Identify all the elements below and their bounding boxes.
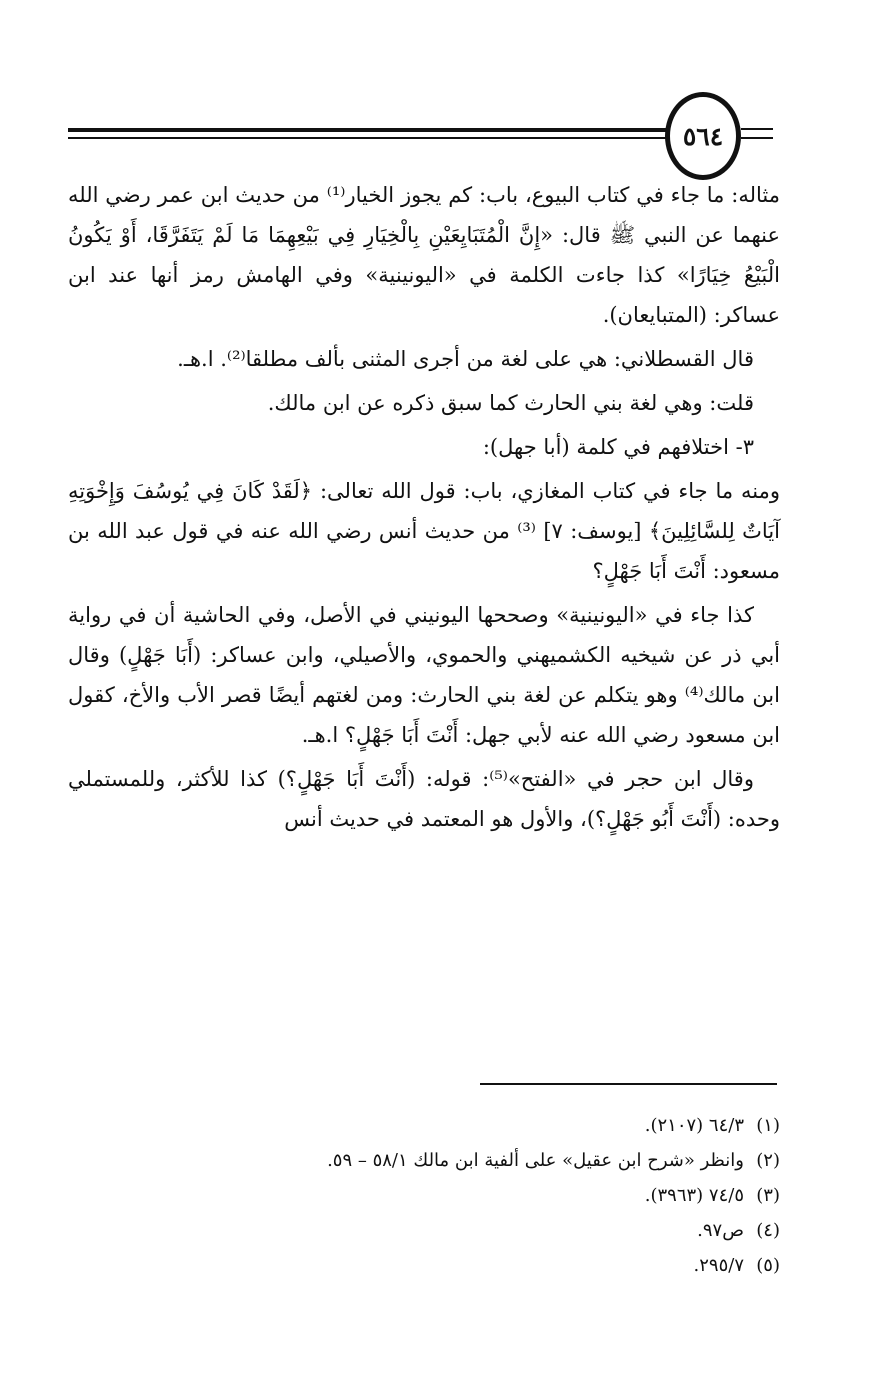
footnote-text: ٧٤/٥ (٣٩٦٣). xyxy=(644,1185,744,1206)
footnote-item xyxy=(200,1108,780,1143)
footnote-text: ٢٩٥/٧. xyxy=(693,1255,744,1276)
footnote-item xyxy=(200,1143,780,1178)
footnote-number: (٢) xyxy=(756,1150,780,1171)
page-number: ٥٦٤ xyxy=(665,92,741,180)
footnote-number: (٣) xyxy=(756,1185,780,1206)
footnote-item xyxy=(200,1178,780,1213)
footnote-number: (٤) xyxy=(756,1220,780,1241)
footnote-separator xyxy=(480,1083,777,1085)
footnote-item xyxy=(200,1248,780,1283)
paragraph-2: قال القسطلاني: هي على لغة من أجرى المثنى بألف مطلقا⁽²⁾. ا.هـ. xyxy=(177,347,754,371)
main-text xyxy=(68,175,780,839)
footnotes xyxy=(200,1108,780,1283)
paragraph-4: ومنه ما جاء في كتاب المغازي، باب: قول الله تعالى: ﴿لَقَدْ كَانَ فِي يُوسُفَ وَإِخْوَتِهِ آيَاتٌ لِلسَّائِلِينَ﴾ [يوسف: ٧] ⁽³⁾ من حديث أنس رضي الله عنه في قول عبد الله بن مسعود: أَنْتَ أَبَا جَهْلٍ؟ xyxy=(68,479,780,583)
paragraph-6: وقال ابن حجر في «الفتح»⁽⁵⁾: قوله: (أَنْتَ أَبَا جَهْلٍ؟) كذا للأكثر، وللمستملي وحده: (أَنْتَ أَبُو جَهْلٍ؟)، والأول هو المعتمد في حديث أنس xyxy=(68,767,780,831)
footnote-number: (٥) xyxy=(756,1255,780,1276)
footnote-text: ص٩٧. xyxy=(697,1220,744,1241)
footnote-text: وانظر «شرح ابن عقيل» على ألفية ابن مالك ٥٨/١ – ٥٩. xyxy=(327,1150,744,1171)
header-rule-right-bottom xyxy=(741,137,773,139)
header-rule-thin xyxy=(68,137,670,139)
paragraph-1: مثاله: ما جاء في كتاب البيوع، باب: كم يجوز الخيار⁽¹⁾ من حديث ابن عمر رضي الله عنهما عن النبي ﷺ قال: «إِنَّ الْمُتَبَايِعَيْنِ بِالْخِيَارِ فِي بَيْعِهِمَا مَا لَمْ يَتَفَرَّقَا، أَوْ يَكُونُ الْبَيْعُ خِيَارًا» كذا جاءت الكلمة في «اليونينية» وفي الهامش رمز أنها عند ابن عساكر: (المتبايعان). xyxy=(68,183,780,327)
paragraph-3: قلت: وهي لغة بني الحارث كما سبق ذكره عن ابن مالك. xyxy=(267,391,754,415)
footnote-number: (١) xyxy=(756,1115,780,1136)
section-heading: ٣- اختلافهم في كلمة (أبا جهل): xyxy=(482,435,754,459)
header-rule-right-top xyxy=(741,128,773,130)
header-rule-thick xyxy=(68,128,670,132)
footnote-item xyxy=(200,1213,780,1248)
paragraph-5: كذا جاء في «اليونينية» وصححها اليونيني في الأصل، وفي الحاشية أن في رواية أبي ذر عن شيخيه الكشميهني والحموي، والأصيلي، وابن عساكر: (أَبَا جَهْلٍ) وقال ابن مالك⁽⁴⁾ وهو يتكلم عن لغة بني الحارث: ومن لغتهم أيضًا قصر الأب والأخ، كقول ابن مسعود رضي الله عنه لأبي جهل: أَنْتَ أَبَا جَهْلٍ؟ ا.هـ. xyxy=(68,603,780,747)
page-header xyxy=(0,92,873,182)
footnote-text: ٦٤/٣ (٢١٠٧). xyxy=(644,1115,744,1136)
